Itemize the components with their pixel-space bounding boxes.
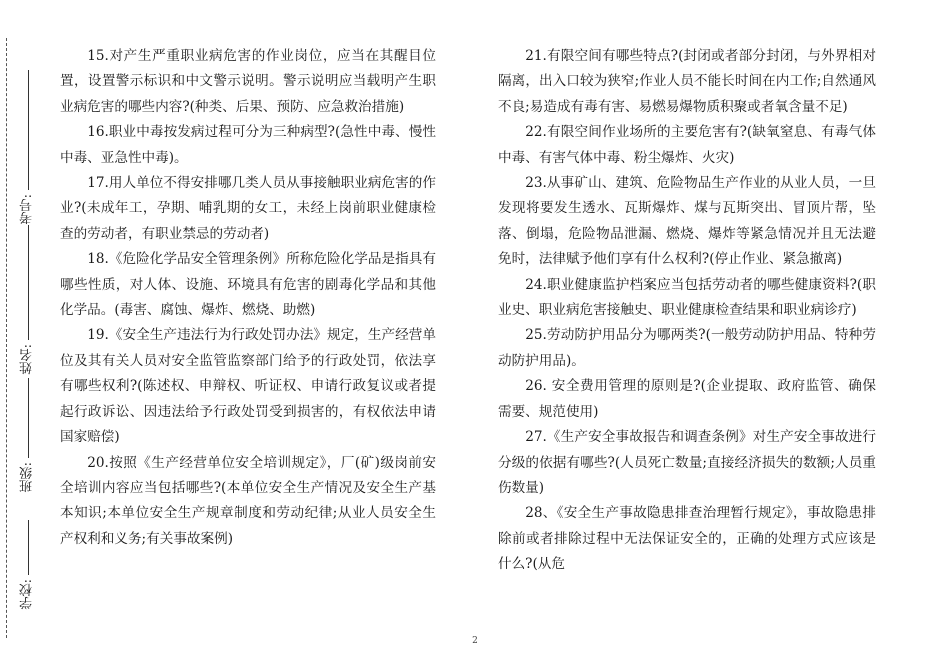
exam-number-field: [14, 70, 42, 224]
question-17: 17.用人单位不得安排哪几类人员从事接触职业病危害的作业?(未成年工，孕期、哺乳期的女工，未经上岗前职业健康检查的劳动者，有职业禁忌的劳动者): [60, 175, 436, 242]
class-field: [14, 378, 42, 492]
question-28: 28、《安全生产事故隐患排查治理暂行规定》，事故隐患排除前或者排除过程中无法保证安全的，正确的处理方式应该是什么?(从危: [498, 505, 876, 573]
question-24: 24.职业健康监护档案应当包括劳动者的哪些健康资料?(职业史、职业病危害接触史、职业健康检查结果和职业病诊疗): [498, 276, 876, 319]
name-field: [14, 225, 42, 374]
question-26: 26. 安全费用管理的原则是?(企业提取、政府监管、确保需要、规范使用): [498, 378, 876, 420]
question-15: 15.对产生严重职业病危害的作业岗位，应当在其醒目位置，设置警示标识和中文警示说明。警示说明应当载明产生职业病危害的哪些内容?(种类、后果、预防、应急救治措施): [60, 48, 436, 115]
question-22: 22.有限空间作业场所的主要危害有?(缺氧窒息、有毒气体中毒、有害气体中毒、粉尘爆炸、火灾): [498, 124, 876, 166]
exam-number-label: 考号:: [20, 194, 35, 225]
question-20: 20.按照《生产经营单位安全培训规定》，厂(矿)级岗前安全培训内容应当包括哪些?(本单位安全生产情况及安全生产基本知识;本单位安全生产规章制度和劳动纪律;从业人员安全生产权利和义务;有关事故案例): [60, 454, 436, 547]
name-label: 姓名:: [20, 344, 35, 375]
school-blank: [28, 520, 29, 575]
question-18: 18.《危险化学品安全管理条例》所称危险化学品是指具有哪些性质，对人体、设施、环境具有危害的剧毒化学品和其他化学品。(毒害、腐蚀、爆炸、燃烧、助燃): [60, 251, 436, 319]
right-column: [498, 44, 876, 578]
question-19: 19.《安全生产违法行为行政处罚办法》规定，生产经营单位及其有关人员对安全监管监察部门给予的行政处罚，依法享有哪些权利?(陈述权、申辩权、听证权、申请行政复议或者提起行政诉讼、因违法给予行政处罚受到损害的，有权依法申请国家赔偿): [60, 327, 436, 446]
left-column: [60, 44, 436, 552]
class-label: 班级:: [20, 462, 35, 493]
page-number: 2: [472, 636, 478, 646]
question-25: 25.劳动防护用品分为哪两类?(一般劳动防护用品、特种劳动防护用品)。: [498, 327, 876, 369]
question-16: 16.职业中毒按发病过程可分为三种病型?(急性中毒、慢性中毒、亚急性中毒)。: [60, 124, 436, 166]
school-label: 学校:: [20, 579, 35, 610]
question-27: 27.《生产安全事故报告和调查条例》对生产安全事故进行分级的依据有哪些?(人员死亡数量;直接经济损失的数额;人员重伤数量): [498, 429, 876, 496]
question-21: 21.有限空间有哪些特点?(封闭或者部分封闭，与外界相对隔离，出入口较为狭窄;作业人员不能长时间在内工作;自然通风不良;易造成有毒有害、易燃易爆物质积聚或者氧含量不足): [498, 48, 876, 115]
exam-number-blank: [28, 70, 29, 190]
name-blank: [28, 225, 29, 340]
binding-dashed-line: [6, 38, 7, 638]
class-blank: [28, 378, 29, 458]
school-field: [14, 520, 42, 609]
question-23: 23.从事矿山、建筑、危险物品生产作业的从业人员，一旦发现将要发生透水、瓦斯爆炸、煤与瓦斯突出、冒顶片帮，坠落、倒塌，危险物品泄漏、燃烧、爆炸等紧急情况并且无法避免时，法律赋予他们享有什么权利?(停止作业、紧急撤离): [498, 175, 876, 268]
